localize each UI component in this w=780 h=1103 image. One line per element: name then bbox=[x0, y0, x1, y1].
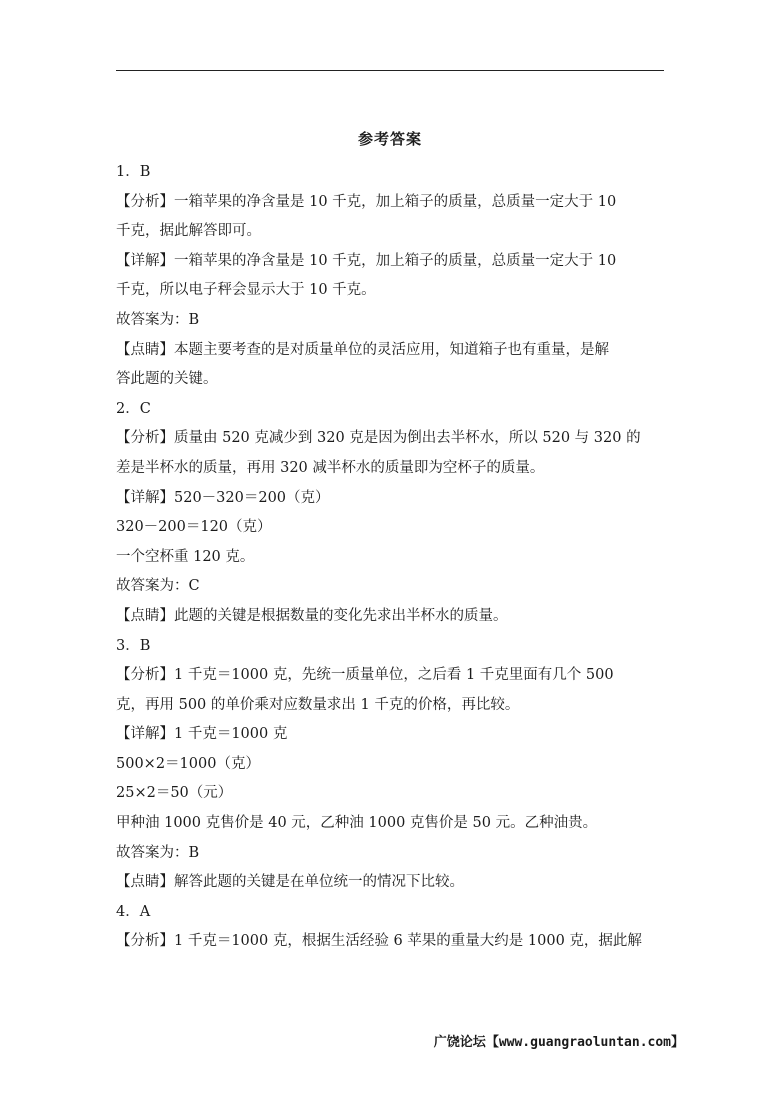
text-line: 千克，所以电子秤会显示大于 10 千克。 bbox=[116, 282, 376, 299]
footer-site-name: 广饶论坛 bbox=[433, 1035, 486, 1050]
text-line: 320－200＝120（克） bbox=[116, 519, 272, 536]
text-line: 故答案为：B bbox=[116, 311, 200, 328]
text-line: 克，再用 500 的单价乘对应数量求出 1 千克的价格，再比较。 bbox=[116, 696, 520, 713]
text-line: 一个空杯重 120 克。 bbox=[116, 548, 255, 565]
text-line: 3．B bbox=[116, 637, 151, 654]
text-line: 2．C bbox=[116, 400, 151, 417]
page-title: 参考答案 bbox=[357, 130, 422, 148]
text-line: 【点睛】本题主要考查的是对质量单位的灵活应用，知道箱子也有重量，是解 bbox=[116, 341, 609, 358]
text-line: 答此题的关键。 bbox=[116, 371, 218, 388]
answer-content bbox=[116, 158, 664, 957]
text-line: 1．B bbox=[116, 164, 151, 180]
text-line: 25×2＝50（元） bbox=[116, 785, 233, 802]
text-line: 千克，据此解答即可。 bbox=[116, 223, 261, 240]
text-line: 4．A bbox=[116, 903, 151, 920]
text-line: 【点睛】解答此题的关键是在单位统一的情况下比较。 bbox=[116, 874, 464, 891]
text-line: 【分析】质量由 520 克减少到 320 克是因为倒出去半杯水，所以 520 与 320 的 bbox=[116, 430, 641, 447]
text-line: 【点睛】此题的关键是根据数量的变化先求出半杯水的质量。 bbox=[116, 607, 508, 624]
text-line: 【分析】1 千克＝1000 克，根据生活经验 6 苹果的重量大约是 1000 克，据此解 bbox=[116, 933, 642, 950]
footer-watermark bbox=[434, 1031, 684, 1050]
text-line: 【详解】1 千克＝1000 克 bbox=[116, 726, 288, 743]
text-line: 差是半杯水的质量，再用 320 减半杯水的质量即为空杯子的质量。 bbox=[116, 459, 545, 476]
text-line: 甲种油 1000 克售价是 40 元，乙种油 1000 克售价是 50 元。乙种油贵。 bbox=[116, 815, 598, 832]
text-line: 【分析】一箱苹果的净含量是 10 千克，加上箱子的质量，总质量一定大于 10 bbox=[116, 193, 617, 210]
text-line: 500×2＝1000（克） bbox=[116, 755, 260, 772]
header-rule bbox=[116, 70, 664, 71]
text-line: 【详解】520－320＝200（克） bbox=[116, 489, 330, 506]
text-line: 【详解】一箱苹果的净含量是 10 千克，加上箱子的质量，总质量一定大于 10 bbox=[116, 252, 617, 269]
footer-site-url[interactable]: 【www.guangraoluntan.com】 bbox=[485, 1035, 684, 1050]
text-line: 故答案为：C bbox=[116, 578, 200, 595]
text-line: 【分析】1 千克＝1000 克，先统一质量单位，之后看 1 千克里面有几个 500 bbox=[116, 667, 614, 684]
text-line: 故答案为：B bbox=[116, 844, 200, 861]
